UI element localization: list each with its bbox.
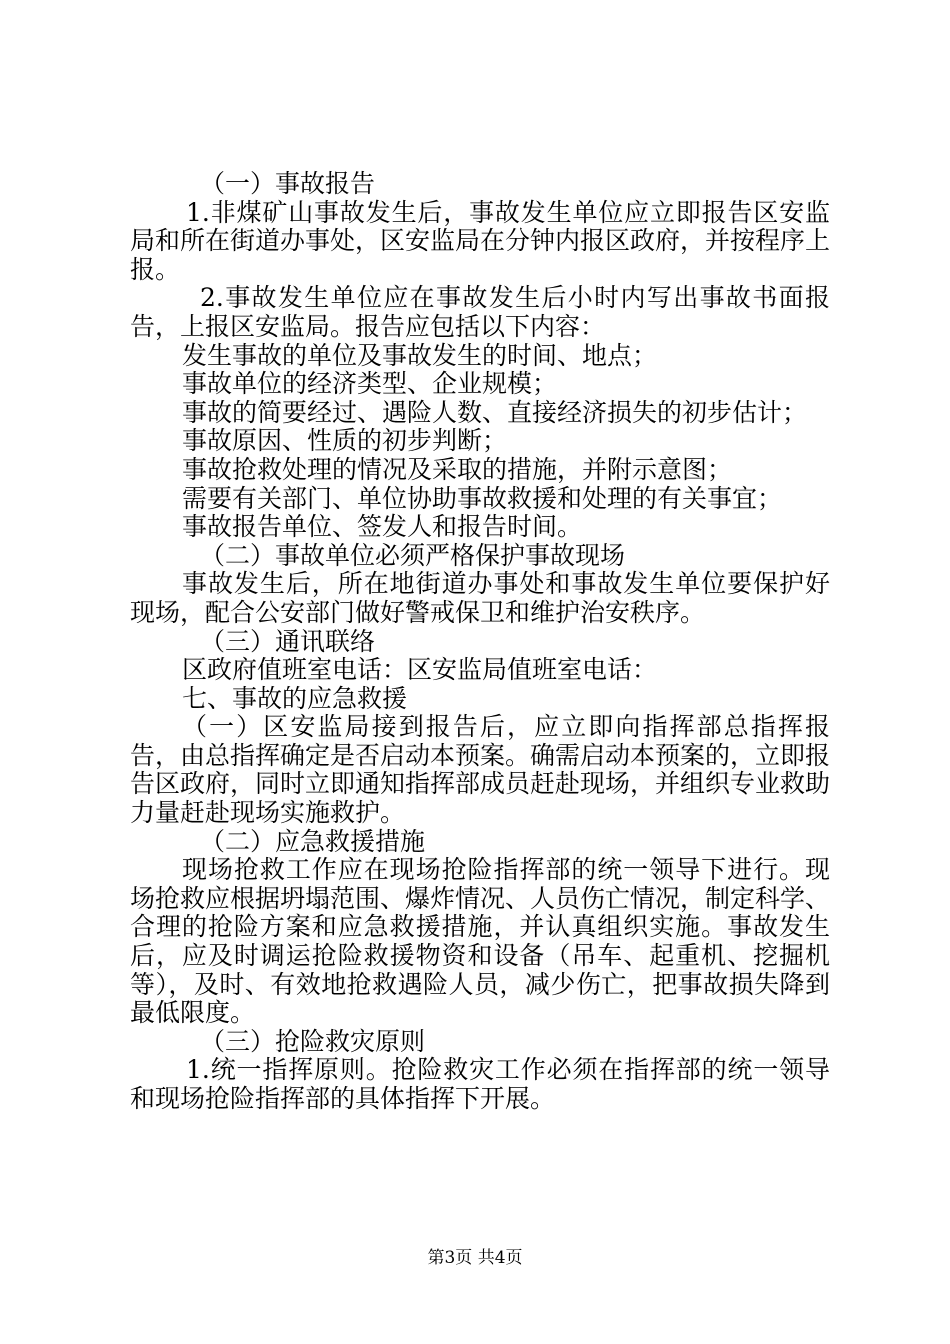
paragraph: 事故单位的经济类型、企业规模； xyxy=(182,369,558,399)
paragraph: 事故的简要经过、遇险人数、直接经济损失的初步估计； xyxy=(182,397,808,427)
paragraph: 1.统一指挥原则。抢险救灾工作必须在指挥部的统一领导和现场抢险指挥部的具体指挥下开展。 xyxy=(130,1055,830,1113)
paragraph: 现场抢救工作应在现场抢险指挥部的统一领导下进行。现场抢救应根据坍塌范围、爆炸情况、人员伤亡情况，制定科学、合理的抢险方案和应急救援措施，并认真组织实施。事故发生后，应及时调运抢险救援物资和设备（吊车、起重机、挖掘机等），及时、有效地抢救遇险人员，减少伤亡，把事故损失降到最低限度。 xyxy=(130,855,831,1028)
paragraph: 需要有关部门、单位协助事故救援和处理的有关事宜； xyxy=(182,483,783,513)
paragraph: 事故抢救处理的情况及采取的措施，并附示意图； xyxy=(182,454,733,484)
paragraph: 事故原因、性质的初步判断； xyxy=(182,426,508,456)
paragraph: 1.非煤矿山事故发生后，事故发生单位应立即报告区安监局和所在街道办事处，区安监局在分钟内报区政府，并按程序上报。 xyxy=(130,197,831,284)
document-body xyxy=(130,170,830,1114)
paragraph: （一）区安监局接到报告后，应立即向指挥部总指挥报告，由总指挥确定是否启动本预案。确需启动本预案的，立即报告区政府，同时立即通知指挥部成员赶赴现场，并组织专业救助力量赶赴现场实施救护。 xyxy=(130,712,831,828)
paragraph: （二）事故单位必须严格保护事故现场 xyxy=(200,540,626,570)
paragraph: 区政府值班室电话：区安监局值班室电话： xyxy=(182,655,658,685)
paragraph: （三）通讯联络 xyxy=(200,626,376,656)
paragraph: 2.事故发生单位应在事故发生后小时内写出事故书面报告，上报区安监局。报告应包括以下内容： xyxy=(130,283,830,341)
paragraph: （一）事故报告 xyxy=(200,169,376,198)
paragraph: （三）抢险救灾原则 xyxy=(200,1026,426,1056)
paragraph: 事故发生后，所在地街道办事处和事故发生单位要保护好现场，配合公安部门做好警戒保卫和维护治安秩序。 xyxy=(130,569,830,627)
section-heading: 七、事故的应急救援 xyxy=(182,683,408,713)
paragraph: 发生事故的单位及事故发生的时间、地点； xyxy=(182,340,658,370)
page-number: 第3页 共4页 xyxy=(427,1248,523,1268)
paragraph: （二）应急救援措施 xyxy=(200,826,426,856)
paragraph: 事故报告单位、签发人和报告时间。 xyxy=(182,512,583,542)
